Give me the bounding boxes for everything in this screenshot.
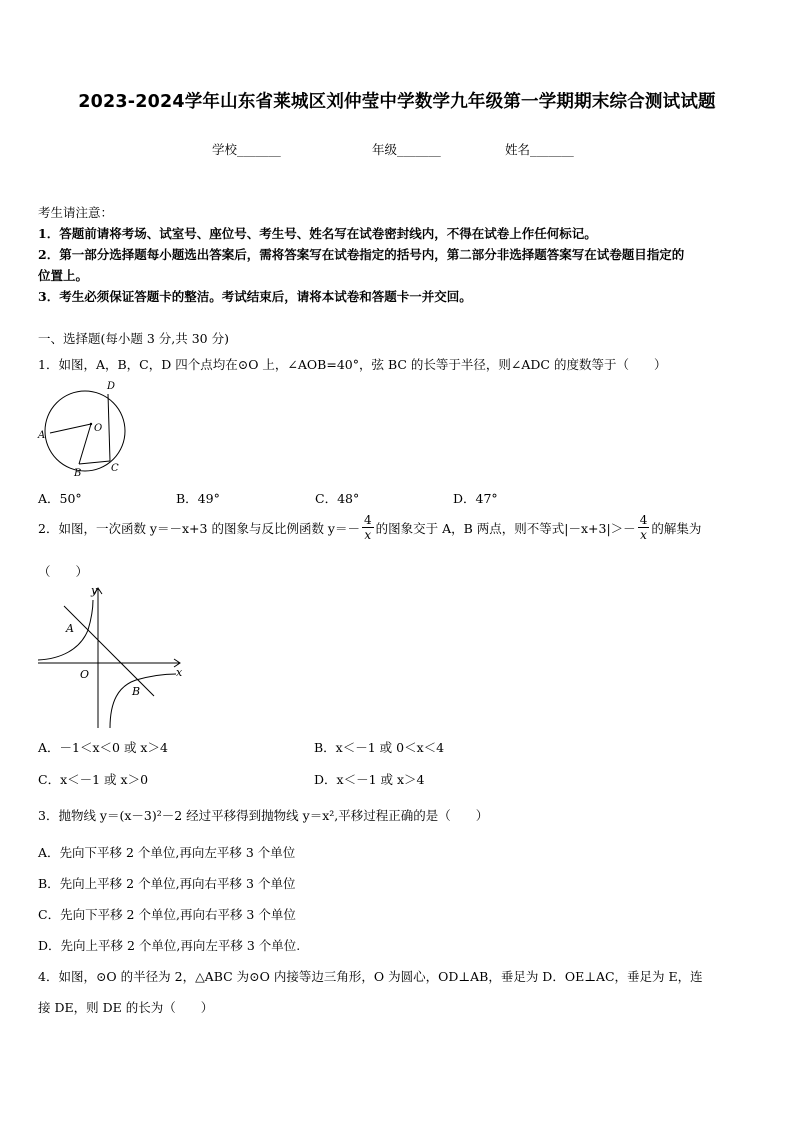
q2-axis-x-label: x — [176, 666, 183, 679]
q3-option-b: B．先向上平移 2 个单位,再向右平移 3 个单位 — [38, 876, 296, 891]
q2-label-o: O — [80, 668, 90, 681]
q4-stem-line1: 4．如图，⊙O 的半径为 2，△ABC 为⊙O 内接等边三角形，O 为圆心，OD⊥AB，垂足为 D．OE⊥AC，垂足为 E，连 — [38, 969, 703, 984]
q1-circle-figure — [34, 374, 134, 484]
q1-option-c: C．48° — [315, 491, 360, 506]
q4-stem-line2: 接 DE，则 DE 的长为（ ） — [38, 1000, 214, 1015]
grade-field: 年级_______ — [372, 142, 441, 157]
notice-item: 2．第一部分选择题每小题选出答案后，需将答案写在试卷指定的括号内，第二部分非选择题答案写在试卷题目指定的 — [38, 247, 685, 262]
q3-stem: 3．抛物线 y＝(x－3)²－2 经过平移得到抛物线 y＝x²,平移过程正确的是（ ） — [38, 808, 489, 823]
q1-label-d: D — [107, 381, 116, 392]
q2-option-a: A．－1＜x＜0 或 x＞4 — [38, 740, 168, 755]
exam-title: 2023-2024学年山东省莱城区刘仲莹中学数学九年级第一学期期末综合测试试题 — [78, 92, 716, 112]
q1-label-b: B — [74, 468, 82, 479]
notice-item: 1．答题前请将考场、试室号、座位号、考生号、姓名写在试卷密封线内，不得在试卷上作任何标记。 — [38, 226, 597, 241]
q1-label-a: A — [38, 430, 46, 441]
q2-stem-part: 2．如图，一次函数 y＝－x+3 的图象与反比例函数 y＝－ — [38, 520, 360, 536]
q1-label-o: O — [94, 423, 103, 434]
q2-axis-y-label: y — [91, 584, 98, 597]
q2-fraction — [362, 514, 374, 541]
q1-label-c: C — [111, 463, 119, 474]
notice-item: 位置上。 — [38, 268, 89, 283]
q1-stem: 1．如图，A，B，C，D 四个点均在⊙O 上，∠AOB=40°，弦 BC 的长等于半径，则∠ADC 的度数等于（ ） — [38, 357, 667, 372]
q2-label-a: A — [66, 622, 74, 635]
q2-stem-part: 的图象交于 A，B 两点，则不等式|－x+3|＞－ — [375, 520, 636, 536]
section-heading: 一、选择题(每小题 3 分,共 30 分) — [38, 331, 229, 346]
q1-option-a: A．50° — [38, 491, 82, 506]
q2-option-c: C．x＜－1 或 x＞0 — [38, 772, 149, 787]
q2-option-b: B．x＜－1 或 0＜x＜4 — [314, 740, 445, 755]
notice-heading: 考生请注意： — [38, 205, 114, 220]
q2-option-d: D．x＜－1 或 x＞4 — [314, 772, 425, 787]
q1-option-b: B．49° — [176, 491, 220, 506]
q3-option-a: A．先向下平移 2 个单位,再向左平移 3 个单位 — [38, 845, 296, 860]
q2-fraction-num: 4 — [639, 513, 648, 527]
name-field: 姓名_______ — [505, 142, 574, 157]
q1-option-d: D．47° — [453, 491, 498, 506]
q2-fraction-num: 4 — [363, 513, 372, 527]
q3-option-c: C．先向下平移 2 个单位,再向右平移 3 个单位 — [38, 907, 296, 922]
notice-item: 3．考生必须保证答题卡的整洁。考试结束后，请将本试卷和答题卡一并交回。 — [38, 289, 472, 304]
q2-stem-part: 的解集为 — [651, 520, 702, 536]
q2-stem — [38, 514, 701, 541]
q3-option-d: D．先向上平移 2 个单位,再向左平移 3 个单位. — [38, 938, 301, 953]
q2-label-b: B — [132, 685, 141, 698]
q2-fraction-den: x — [364, 528, 372, 542]
school-field: 学校_______ — [212, 142, 281, 157]
q2-graph-figure — [36, 582, 186, 732]
q2-stem-paren: （ ） — [38, 564, 89, 579]
q2-fraction — [638, 514, 650, 541]
q2-fraction-den: x — [640, 528, 647, 542]
